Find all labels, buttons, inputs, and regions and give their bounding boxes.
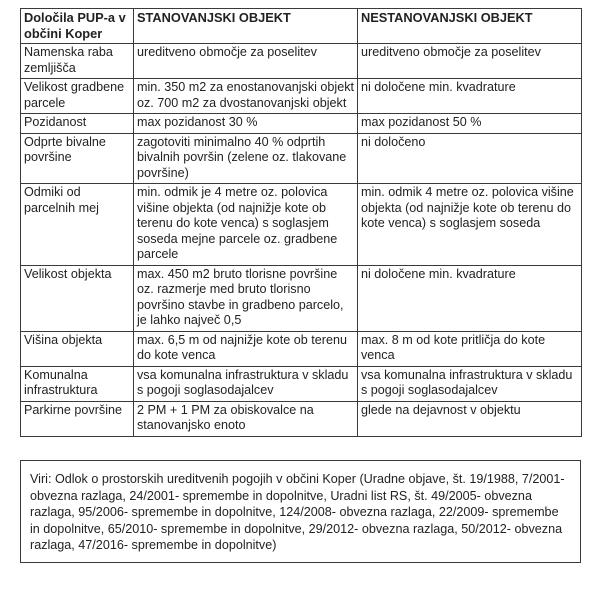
residential-cell: max. 6,5 m od najnižje kote ob terenu do kote venca [134,331,358,366]
non-residential-cell: ni določene min. kvadrature [358,265,582,331]
non-residential-cell: glede na dejavnost v objektu [358,401,582,436]
residential-cell: zagotoviti minimalno 40 % odprtih bivalnih površin (zelene oz. tlakovane površine) [134,133,358,184]
residential-cell: min. odmik je 4 metre oz. polovica višine objekta (od najnižje kote ob terenu do kote venca) s soglasjem soseda mejne parcele oz. gradbene parcele [134,184,358,266]
row-label: Velikost gradbene parcele [21,79,134,114]
table-header-row [21,9,582,44]
header-regulation: Določila PUP-a v občini Koper [21,9,134,44]
header-residential: STANOVANJSKI OBJEKT [134,9,358,44]
non-residential-cell: max. 8 m od kote pritličja do kote venca [358,331,582,366]
row-label: Namenska raba zemljišča [21,44,134,79]
residential-cell: max. 450 m2 bruto tlorisne površine oz. razmerje med bruto tlorisno površino stavbe in gradbeno parcelo, je lahko največ 0,5 [134,265,358,331]
row-label: Višina objekta [21,331,134,366]
table-row [21,79,582,114]
table-row [21,366,582,401]
non-residential-cell: ni določeno [358,133,582,184]
residential-cell: max pozidanost 30 % [134,114,358,134]
table-row [21,184,582,266]
non-residential-cell: ureditveno območje za poselitev [358,44,582,79]
row-label: Pozidanost [21,114,134,134]
non-residential-cell: vsa komunalna infrastruktura v skladu s pogoji soglasodajalcev [358,366,582,401]
row-label: Parkirne površine [21,401,134,436]
sources-note [20,460,581,563]
table-row [21,265,582,331]
residential-cell: 2 PM + 1 PM za obiskovalce na stanovanjsko enoto [134,401,358,436]
row-label: Komunalna infrastruktura [21,366,134,401]
table-row [21,331,582,366]
residential-cell: min. 350 m2 za enostanovanjski objekt oz. 700 m2 za dvostanovanjski objekt [134,79,358,114]
row-label: Odprte bivalne površine [21,133,134,184]
non-residential-cell: max pozidanost 50 % [358,114,582,134]
non-residential-cell: min. odmik 4 metre oz. polovica višine objekta (od najnižje kote ob terenu do kote venca) s soglasjem soseda [358,184,582,266]
sources-text: Viri: Odlok o prostorskih ureditvenih pogojih v občini Koper (Uradne objave, št. 19/1988, 7/2001- obvezna razlaga, 24/2001- spremembe in dopolnitve, Uradni list RS, št. 49/2005- obvezna razlaga, 95/2006- spremembe in dopolnitve, 124/2008- obvezna razlaga, 22/2009- spremembe in dopolnitve, 65/2010- spremembe in dopolnitve, 29/2012- obvezna razlaga, 50/2012- obvezna razlaga, 47/2016- spremembe in dopolnitve) [30,472,565,552]
residential-cell: ureditveno območje za poselitev [134,44,358,79]
table-row [21,401,582,436]
table-row [21,114,582,134]
regulations-table [20,8,582,437]
row-label: Velikost objekta [21,265,134,331]
non-residential-cell: ni določene min. kvadrature [358,79,582,114]
table-row [21,44,582,79]
residential-cell: vsa komunalna infrastruktura v skladu s pogoji soglasodajalcev [134,366,358,401]
row-label: Odmiki od parcelnih mej [21,184,134,266]
header-non-residential: NESTANOVANJSKI OBJEKT [358,9,582,44]
table-row [21,133,582,184]
